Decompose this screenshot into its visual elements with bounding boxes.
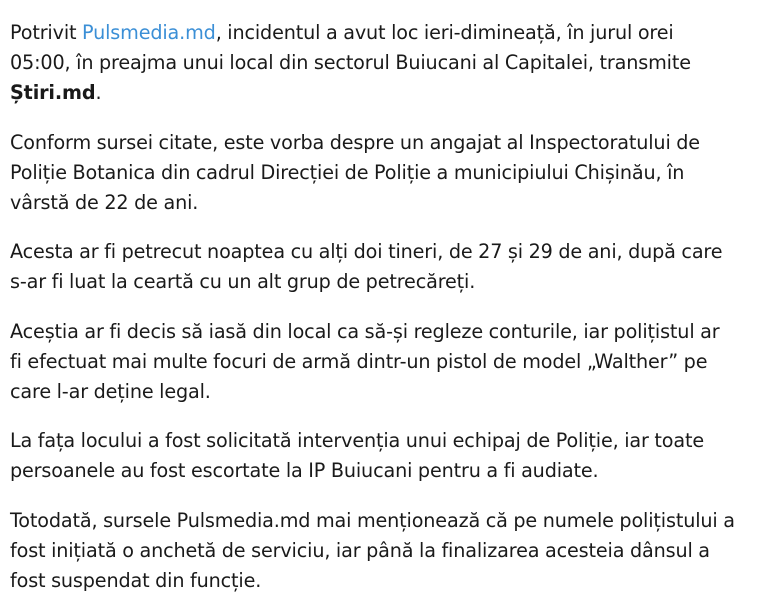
paragraph-1-intro: Potrivit xyxy=(10,21,83,44)
paragraph-2: Conform sursei citate, este vorba despre un angajat al Inspectoratului de Poliție Botanica din cadrul Direcției de Poliție a municipiului Chișinău, în vârstă de 22 de ani. xyxy=(10,130,700,215)
paragraph-5: La fața locului a fost solicitată intervenția unui echipaj de Poliție, iar toate persoanele au fost escortate la IP Buiucani pentru a fi audiate. xyxy=(10,429,704,483)
paragraph-4: Aceștia ar fi decis să iasă din local ca să-și regleze conturile, iar polițistul ar fi efectuat mai multe focuri de armă dintr-un pistol de model „Walther” pe care l-ar deține legal. xyxy=(10,319,720,404)
paragraph-6: Totodată, sursele Pulsmedia.md mai menționează că pe numele polițistului a fost inițiată o anchetă de serviciu, iar până la finalizarea acesteia dânsul a fost suspendat din funcție. xyxy=(10,508,735,593)
source-name: Știri.md xyxy=(10,81,96,105)
paragraph-1-text: , incidentul a avut loc ieri-dimineață, în jurul orei 05:00, în preajma unui local din sectorul Buiucani al Capitalei, transmite xyxy=(10,21,691,75)
pulsmedia-link[interactable]: Pulsmedia.md xyxy=(82,21,216,44)
paragraph-1 xyxy=(10,18,736,109)
paragraph-1-end: . xyxy=(95,81,102,105)
paragraph-3: Acesta ar fi petrecut noaptea cu alți doi tineri, de 27 și 29 de ani, după care s-ar fi luat la ceartă cu un alt grup de petrecăreți. xyxy=(10,240,723,294)
